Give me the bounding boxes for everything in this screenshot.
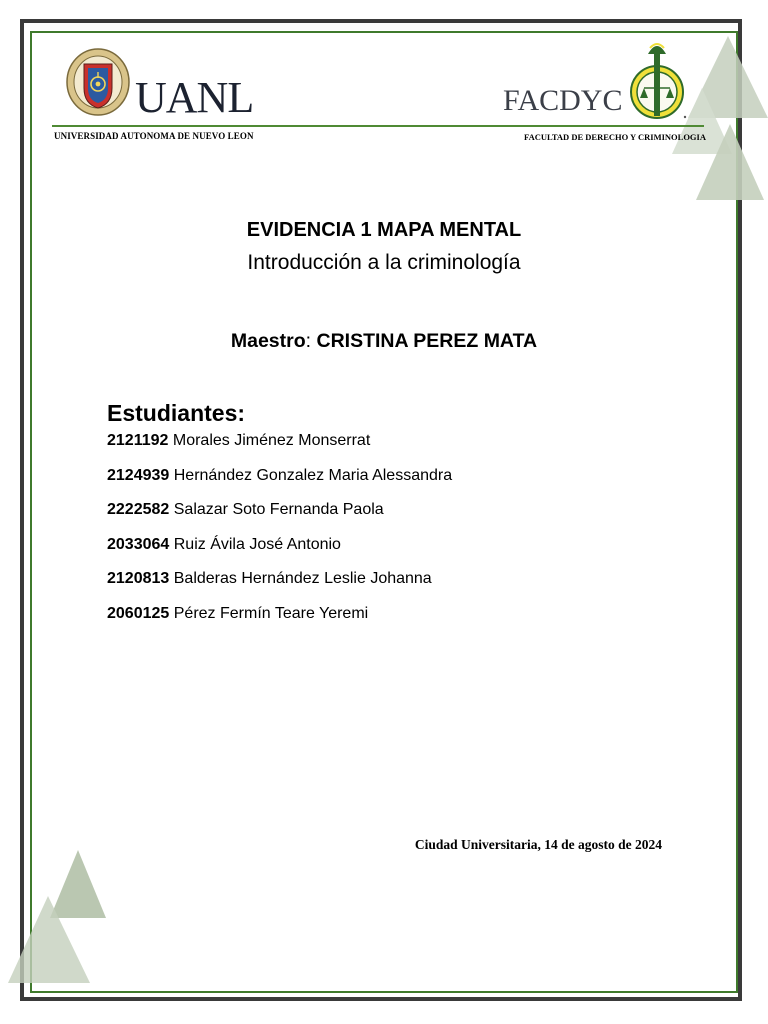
students-list [107, 431, 452, 639]
student-name: Ruiz Ávila José Antonio [173, 535, 341, 553]
student-item [107, 569, 452, 604]
document-title: EVIDENCIA 1 MAPA MENTAL [246, 219, 522, 241]
teacher-line [0, 330, 768, 353]
course-name: Introducción a la criminología [247, 251, 521, 274]
student-id: 2124939 [107, 466, 170, 484]
student-id: 2120813 [107, 570, 170, 588]
student-id: 2060125 [107, 604, 170, 622]
triangle-shape [50, 850, 106, 918]
student-id: 2222582 [107, 501, 170, 519]
student-item [107, 604, 452, 639]
student-name: Morales Jiménez Monserrat [172, 432, 371, 449]
teacher-name: CRISTINA PEREZ MATA [316, 330, 538, 352]
teacher-separator: : [305, 330, 317, 352]
student-item [107, 431, 452, 466]
students-heading: Estudiantes: [107, 400, 246, 426]
uanl-seal-icon [66, 48, 130, 116]
student-item [107, 466, 452, 501]
uanl-subtitle: UNIVERSIDAD AUTONOMA DE NUEVO LEON [54, 131, 254, 141]
student-id: 2033064 [107, 535, 170, 553]
header-divider [52, 125, 704, 127]
teacher-label: Maestro [230, 330, 306, 352]
student-name: Balderas Hernández Leslie Johanna [173, 570, 432, 588]
student-item [107, 535, 452, 570]
student-item [107, 500, 452, 535]
facdyc-emblem-icon [626, 40, 688, 120]
facdyc-subtitle: FACULTAD DE DERECHO Y CRIMINOLOGIA [524, 132, 706, 142]
uanl-logo-text: UANL [135, 73, 254, 122]
student-id: 2121192 [107, 432, 169, 449]
place-and-date: Ciudad Universitaria, 14 de agosto de 2024 [414, 837, 662, 852]
student-name: Pérez Fermín Teare Yeremi [173, 604, 369, 622]
decorative-triangles-bottom [8, 850, 112, 986]
student-name: Salazar Soto Fernanda Paola [173, 501, 384, 519]
facdyc-logo-text: FACDYC [503, 84, 623, 117]
student-name: Hernández Gonzalez Maria Alessandra [173, 466, 453, 484]
